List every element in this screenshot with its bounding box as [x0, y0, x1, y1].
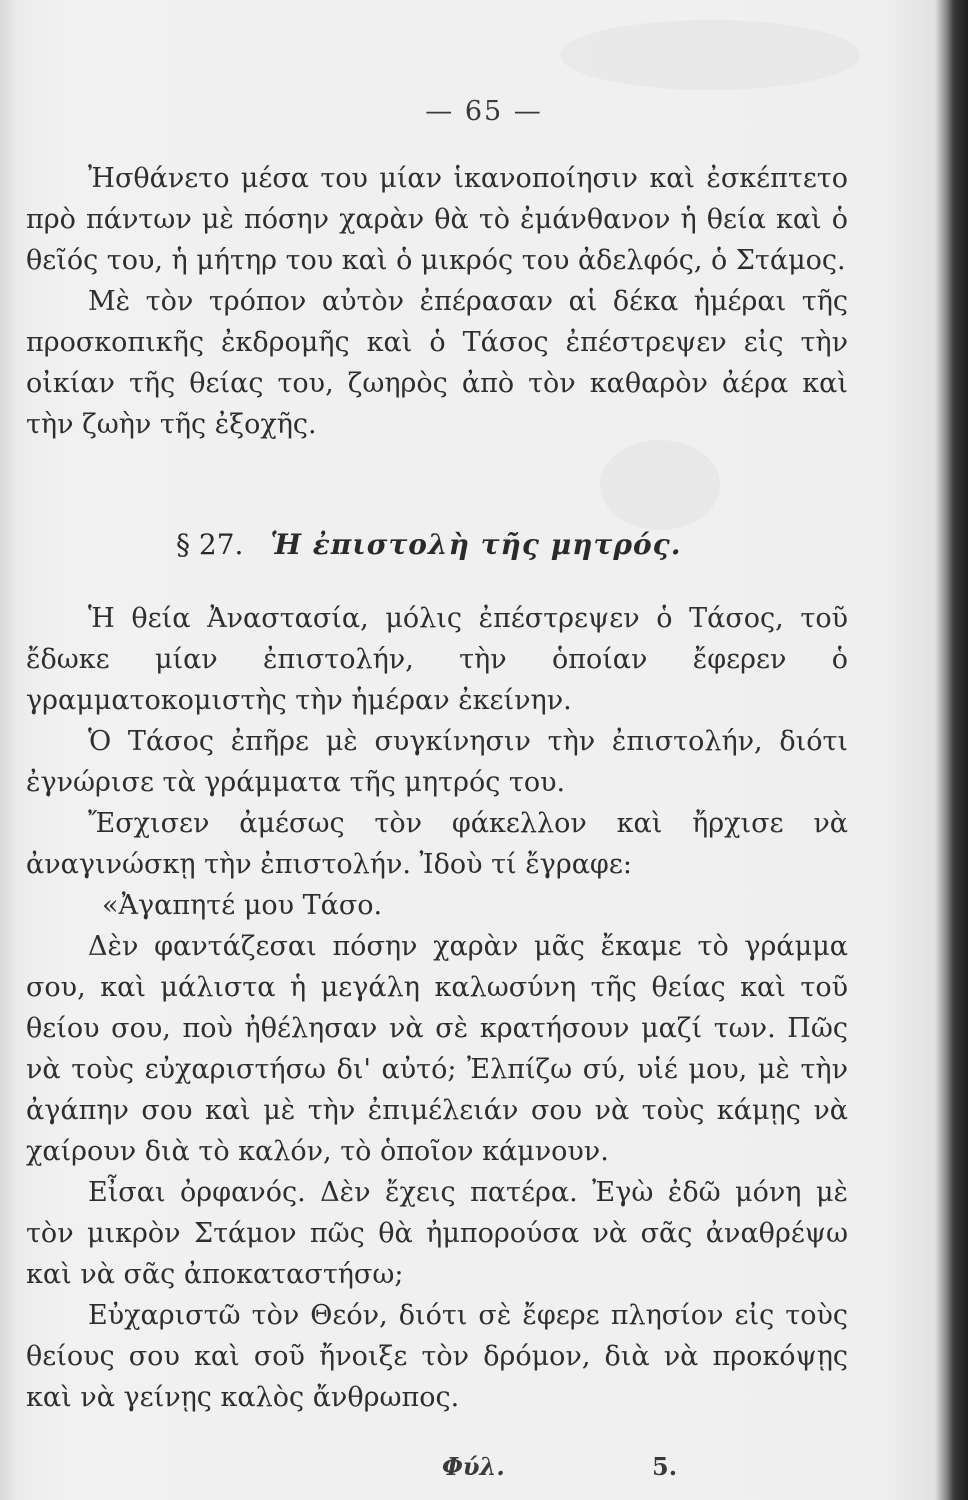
section-heading [176, 528, 876, 561]
paragraph: Ἠσθάνετο μέσα του μίαν ἱκανοποίησιν καὶ ἐσκέπτετο πρὸ πάντων μὲ πόσην χαρὰν θὰ τὸ ἐμάνθανον ἡ θεία καὶ ὁ θεῖός του, ἡ μήτηρ του καὶ ὁ μικρός του ἀδελφός, ὁ Στάμος. [26, 163, 848, 276]
text-block-bottom [26, 598, 848, 1418]
quire-number: 5. [652, 1452, 678, 1481]
paragraph: Δὲν φαντάζεσαι πόσην χαρὰν μᾶς ἔκαμε τὸ γράμμα σου, καὶ μάλιστα ἡ μεγάλη καλωσύνη τῆς θείας καὶ τοῦ θείου σου, ποὺ ἠθέλησαν νὰ σὲ κρατήσουν μαζί των. Πῶς νὰ τοὺς εὐχαριστήσω δι' αὐτό; Ἐλπίζω σύ, υἱέ μου, μὲ τὴν ἀγάπην σου καὶ μὲ τὴν ἐπιμέλειάν σου νὰ τοὺς κάμῃς νὰ χαίρουν διὰ τὸ καλόν, τὸ ὁποῖον κάμνουν. [26, 931, 848, 1167]
paragraph: Εὐχαριστῶ τὸν Θεόν, διότι σὲ ἔφερε πλησίον εἰς τοὺς θείους σου καὶ σοῦ ἤνοιξε τὸν δρόμον, διὰ νὰ προκόψῃς καὶ νὰ γείνῃς καλὸς ἄνθρωπος. [26, 1300, 848, 1413]
paragraph: Εἶσαι ὀρφανός. Δὲν ἔχεις πατέρα. Ἐγὼ ἐδῶ μόνη μὲ τὸν μικρὸν Στάμον πῶς θὰ ἠμπορούσα νὰ σᾶς ἀναθρέψω καὶ νὰ σᾶς ἀποκαταστήσω; [26, 1177, 848, 1290]
paragraph: Μὲ τὸν τρόπον αὐτὸν ἐπέρασαν αἱ δέκα ἡμέραι τῆς προσκοπικῆς ἐκδρομῆς καὶ ὁ Τάσος ἐπέστρεψεν εἰς τὴν οἰκίαν τῆς θείας του, ζωηρὸς ἀπὸ τὸν καθαρὸν ἀέρα καὶ τὴν ζωὴν τῆς ἐξοχῆς. [26, 286, 848, 440]
section-title: Ἡ ἐπιστολὴ τῆς μητρός. [270, 528, 682, 561]
page-number: — 65 — [425, 96, 543, 127]
section-number: § 27. [176, 528, 244, 561]
paragraph: Ἔσχισεν ἀμέσως τὸν φάκελλον καὶ ἤρχισε νὰ ἀναγινώσκῃ τὴν ἐπιστολήν. Ἰδοὺ τί ἔγραφε: [26, 808, 848, 880]
letter-salutation: «Ἀγαπητέ μου Τάσο. [102, 890, 383, 921]
paragraph: Ὁ Τάσος ἐπῆρε μὲ συγκίνησιν τὴν ἐπιστολήν, διότι ἐγνώρισε τὰ γράμματα τῆς μητρός του. [26, 726, 848, 798]
signature-mark: Φύλ. [442, 1452, 505, 1481]
text-block-top [26, 158, 848, 445]
paper-stain [560, 20, 860, 90]
paper-stain [600, 440, 720, 530]
paragraph: Ἡ θεία Ἀναστασία, μόλις ἐπέστρεψεν ὁ Τάσος, τοῦ ἔδωκε μίαν ἐπιστολήν, τὴν ὁποίαν ἔφερεν ὁ γραμματοκομιστὴς τὴν ἡμέραν ἐκείνην. [26, 603, 848, 716]
